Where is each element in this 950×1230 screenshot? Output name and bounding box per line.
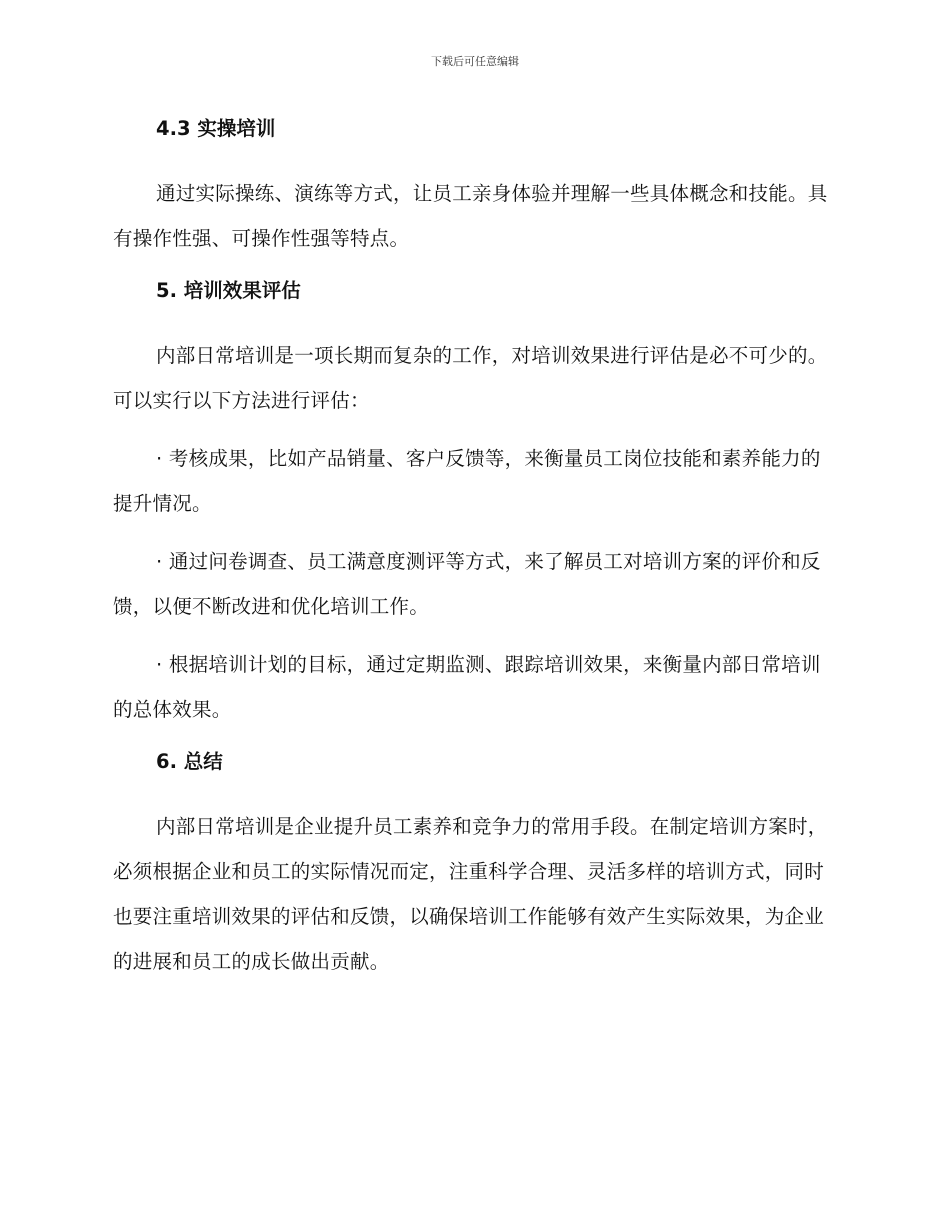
bullet-monitoring: · 根据培训计划的目标，通过定期监测、跟踪培训效果，来衡量内部日常培训的总体效果。: [113, 653, 821, 721]
header-note: 下载后可任意编辑: [431, 55, 519, 68]
bullet-survey-feedback: · 通过问卷调查、员工满意度测评等方式，来了解员工对培训方案的评价和反馈，以便不断改进和优化培训工作。: [113, 550, 821, 618]
heading-5: 5. 培训效果评估: [156, 279, 301, 302]
paragraph-practical-training: 通过实际操练、演练等方式，让员工亲身体验并理解一些具体概念和技能。具有操作性强、可操作性强等特点。: [113, 182, 828, 250]
heading-6: 6. 总结: [156, 750, 223, 773]
bullet-assessment-results: · 考核成果，比如产品销量、客户反馈等，来衡量员工岗位技能和素养能力的提升情况。: [113, 447, 821, 515]
paragraph-evaluation-intro: 内部日常培训是一项长期而复杂的工作，对培训效果进行评估是必不可少的。可以实行以下方法进行评估：: [113, 344, 828, 412]
paragraph-summary: 内部日常培训是企业提升员工素养和竞争力的常用手段。在制定培训方案时，必须根据企业和员工的实际情况而定，注重科学合理、灵活多样的培训方式，同时也要注重培训效果的评估和反馈，以确保培训工作能够有效产生实际效果，为企业的进展和员工的成长做出贡献。: [113, 815, 828, 973]
heading-4-3: 4.3 实操培训: [156, 117, 276, 140]
document-body: [113, 112, 833, 984]
